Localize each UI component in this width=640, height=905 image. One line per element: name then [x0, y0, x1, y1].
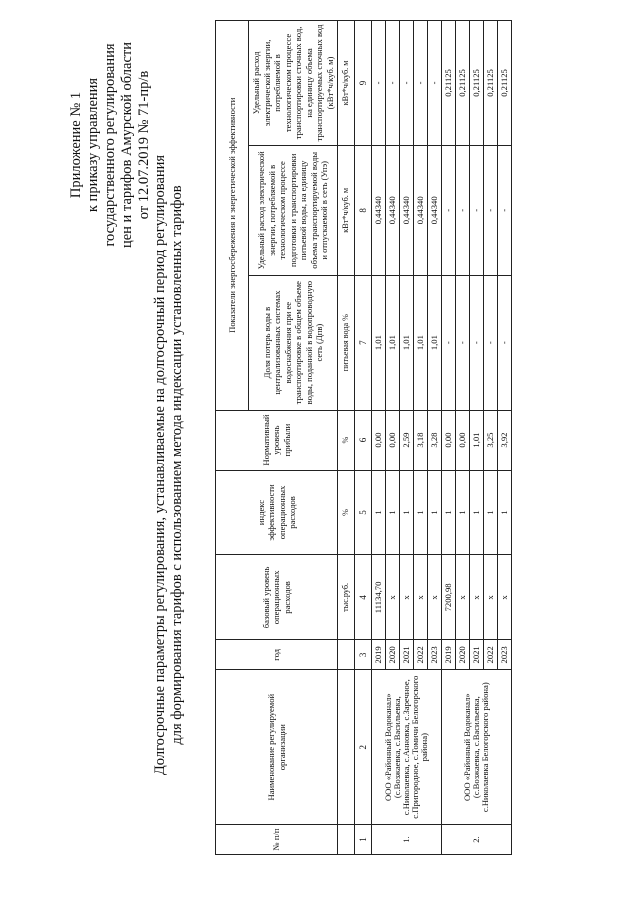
title-line: для формирования тарифов с использованием метода индексации установленных тарифов [169, 185, 185, 745]
elec-waste-cell: 0,21125 [442, 21, 456, 146]
base-level-cell: x [498, 555, 512, 640]
year-cell: 2022 [414, 640, 428, 670]
year-cell: 2019 [442, 640, 456, 670]
unit-cell: % [338, 470, 355, 555]
profit-cell: 0,00 [386, 410, 400, 470]
year-cell: 2020 [386, 640, 400, 670]
col-header-elec-water: Удельный расход электрической энергии, потребляемой в технологическом процессе подготовки и транспортировки питьевой воды, на единицу объема транспортируемой воды и отпускаемой в сеть (Упэ) [249, 145, 338, 275]
elec-water-cell: - [484, 145, 498, 275]
column-numbers-row [355, 21, 372, 855]
elec-water-cell: 0,44340 [372, 145, 386, 275]
base-level-cell: x [470, 555, 484, 640]
elec-water-cell: - [470, 145, 484, 275]
profit-cell: 0,00 [372, 410, 386, 470]
table-row [372, 21, 386, 855]
col-number: 3 [355, 640, 372, 670]
profit-cell: 1,01 [470, 410, 484, 470]
parameters-table [215, 20, 512, 855]
base-level-cell: x [386, 555, 400, 640]
elec-water-cell: - [456, 145, 470, 275]
org-number-cell: 1. [372, 825, 442, 855]
loss-cell: - [498, 275, 512, 410]
profit-cell: 3,25 [484, 410, 498, 470]
elec-waste-cell: - [372, 21, 386, 146]
col-header-year: год [216, 640, 338, 670]
elec-water-cell: 0,44340 [428, 145, 442, 275]
year-cell: 2023 [498, 640, 512, 670]
unit-cell: тыс.руб. [338, 555, 355, 640]
elec-waste-cell: - [428, 21, 442, 146]
elec-waste-cell: 0,21125 [470, 21, 484, 146]
eff-index-cell: 1 [428, 470, 442, 555]
unit-cell: кВт*ч/куб. м [338, 21, 355, 146]
col-number: 2 [355, 670, 372, 825]
loss-cell: - [484, 275, 498, 410]
table-row [442, 21, 456, 855]
eff-index-cell: 1 [414, 470, 428, 555]
col-number: 7 [355, 275, 372, 410]
base-level-cell: x [400, 555, 414, 640]
col-number: 8 [355, 145, 372, 275]
elec-waste-cell: 0,21125 [484, 21, 498, 146]
unit-cell: питьевая вода % [338, 275, 355, 410]
unit-cell: % [338, 410, 355, 470]
profit-cell: 3,18 [414, 410, 428, 470]
elec-waste-cell: 0,21125 [498, 21, 512, 146]
eff-index-cell: 1 [498, 470, 512, 555]
profit-cell: 2,59 [400, 410, 414, 470]
year-cell: 2022 [484, 640, 498, 670]
elec-waste-cell: - [400, 21, 414, 146]
unit-cell [338, 670, 355, 825]
eff-index-cell: 1 [372, 470, 386, 555]
title-line: Долгосрочные параметры регулирования, устанавливаемые на долгосрочный период регулирования [152, 154, 168, 776]
profit-cell: 3,28 [428, 410, 442, 470]
col-header-eff-index: индекс эффективности операционных расходов [216, 470, 338, 555]
loss-cell: - [470, 275, 484, 410]
order-line: цен и тарифов Амурской области [119, 41, 135, 249]
elec-water-cell: 0,44340 [386, 145, 400, 275]
base-level-cell: x [484, 555, 498, 640]
base-level-cell: x [428, 555, 442, 640]
elec-water-cell: - [498, 145, 512, 275]
units-row [338, 21, 355, 855]
loss-cell: 1,01 [428, 275, 442, 410]
loss-cell: 1,01 [372, 275, 386, 410]
col-header-loss: Доля потерь воды в централизованных системах водоснабжения при ее транспортировке в общем объеме воды, поданной в водопроводную сеть (Дпв) [249, 275, 338, 410]
eff-index-cell: 1 [400, 470, 414, 555]
base-level-cell: x [414, 555, 428, 640]
base-level-cell: x [456, 555, 470, 640]
order-line: государственного регулирования [102, 43, 118, 247]
org-name-cell: ООО «Районный Водоканал» (с.Возжаевка, с.Васильевка, с.Николаевка Белогорского района) [442, 670, 512, 825]
col-number: 4 [355, 555, 372, 640]
year-cell: 2019 [372, 640, 386, 670]
eff-index-cell: 1 [386, 470, 400, 555]
col-header-org: Наименование регулируемой организации [216, 670, 338, 825]
profit-cell: 0,00 [442, 410, 456, 470]
year-cell: 2021 [470, 640, 484, 670]
eff-index-cell: 1 [456, 470, 470, 555]
header-row [216, 21, 249, 855]
eff-index-cell: 1 [442, 470, 456, 555]
org-number-cell: 2. [442, 825, 512, 855]
table-body [372, 21, 512, 855]
order-line: к приказу управления [85, 77, 101, 213]
elec-water-cell: 0,44340 [414, 145, 428, 275]
col-number: 5 [355, 470, 372, 555]
col-header-energy-group: Показатели энергосбережения и энергетической эффективности [216, 21, 249, 411]
unit-cell [338, 640, 355, 670]
year-cell: 2023 [428, 640, 442, 670]
col-header-num: № п/п [216, 825, 338, 855]
order-date: от 12.07.2019 № 71-пр/в [136, 70, 152, 220]
profit-cell: 3,92 [498, 410, 512, 470]
profit-cell: 0,00 [456, 410, 470, 470]
col-number: 9 [355, 21, 372, 146]
loss-cell: 1,01 [386, 275, 400, 410]
appendix-label: Приложение № 1 [68, 91, 84, 199]
loss-cell: - [456, 275, 470, 410]
loss-cell: 1,01 [400, 275, 414, 410]
col-number: 1 [355, 825, 372, 855]
base-level-cell: 11134,70 [372, 555, 386, 640]
eff-index-cell: 1 [484, 470, 498, 555]
unit-cell [338, 825, 355, 855]
order-reference [68, 15, 153, 275]
col-header-elec-waste: Удельный расход электрической энергии, потребляемой в технологическом процессе транспортировки сточных вод, на единицу объема транспортируемых сточных вод (кВт*ч/куб. м) [249, 21, 338, 146]
elec-waste-cell: - [414, 21, 428, 146]
col-number: 6 [355, 410, 372, 470]
elec-waste-cell: 0,21125 [456, 21, 470, 146]
col-header-profit: Нормативный уровень прибыли [216, 410, 338, 470]
document-title [152, 65, 186, 865]
col-header-base-level: базовый уровень операционных расходов [216, 555, 338, 640]
elec-waste-cell: - [386, 21, 400, 146]
loss-cell: - [442, 275, 456, 410]
base-level-cell: 7200,98 [442, 555, 456, 640]
year-cell: 2020 [456, 640, 470, 670]
elec-water-cell: 0,44340 [400, 145, 414, 275]
eff-index-cell: 1 [470, 470, 484, 555]
org-name-cell: ООО «Районный Водоканал» (с.Возжаевка, с.Васильевка, с.Николаевка, с.Анновка, с.Заречное, с.Пригородное, с.Томичи Белогорского района) [372, 670, 442, 825]
elec-water-cell: - [442, 145, 456, 275]
year-cell: 2021 [400, 640, 414, 670]
loss-cell: 1,01 [414, 275, 428, 410]
unit-cell: кВт*ч/куб. м [338, 145, 355, 275]
